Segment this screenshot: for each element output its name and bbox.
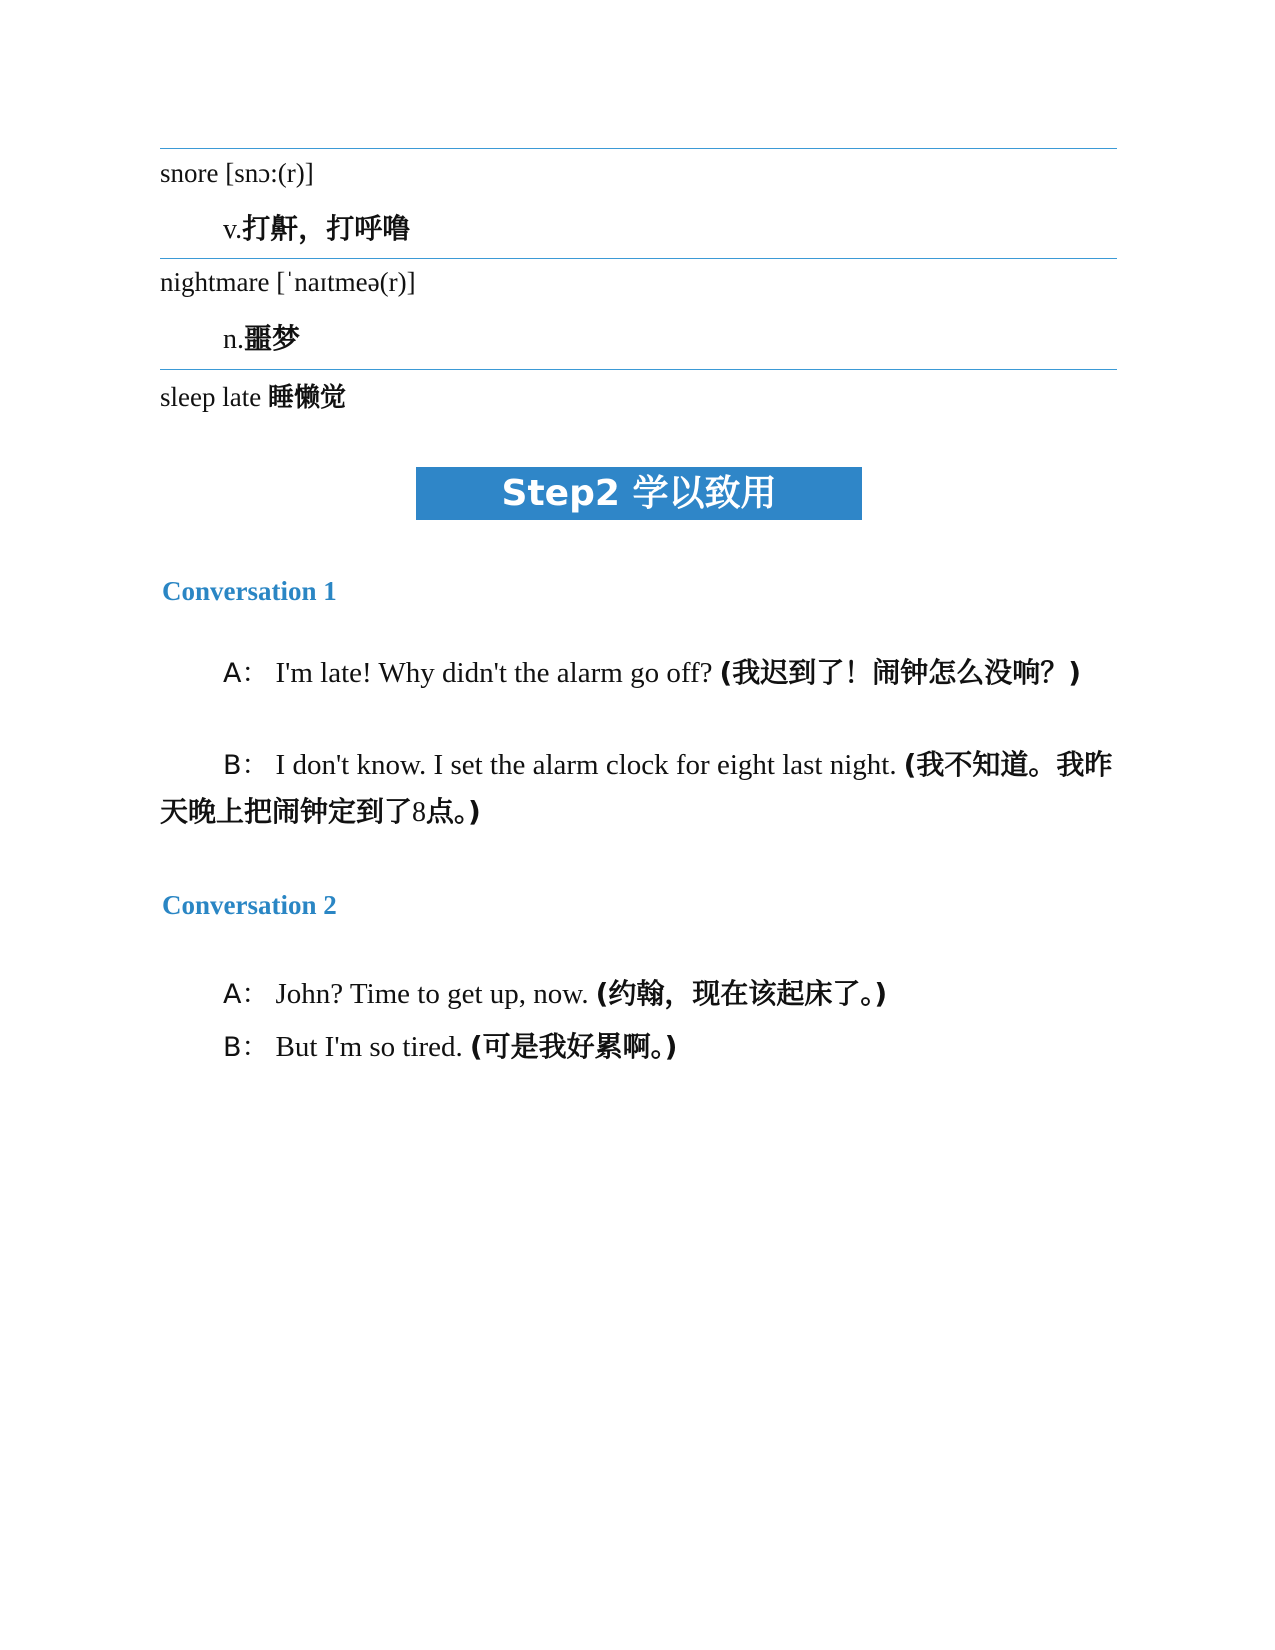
vocab-word-nightmare: nightmare [ˈnaɪtmeə(r)] (160, 267, 416, 297)
speaker-label: A： (223, 979, 269, 1010)
english-text: I'm late! Why didn't the alarm go off? (275, 657, 713, 689)
translation-number: 8 (412, 797, 427, 828)
speaker-label: B： (223, 750, 269, 781)
dialogue-line (223, 972, 887, 1017)
english-text: But I'm so tired. (275, 1031, 463, 1063)
speaker-label: B： (223, 1032, 269, 1063)
vocab-definition-snore (223, 211, 410, 248)
chinese-translation: (可是我好累啊。) (469, 1030, 678, 1063)
chinese-meaning: 睡懒觉 (267, 383, 346, 413)
phrase-text: sleep late (160, 382, 262, 412)
dialogue-line (160, 650, 1120, 697)
divider-line (160, 148, 1117, 149)
speaker-label: A： (223, 658, 269, 689)
part-of-speech: v. (223, 214, 243, 245)
dialogue-line (223, 1025, 677, 1070)
vocab-phrase-sleep-late (160, 380, 346, 415)
divider-line (160, 369, 1117, 370)
vocab-definition-nightmare (223, 321, 300, 358)
conversation-title: Conversation 2 (162, 890, 337, 920)
translation-part: (我不知道。我昨天晚上把闹钟定到了 (160, 748, 1113, 828)
translation-part: 点。) (426, 795, 481, 828)
english-text: John? Time to get up, now. (275, 978, 589, 1010)
divider-line (160, 258, 1117, 259)
chinese-meaning: 噩梦 (244, 322, 301, 355)
dialogue-line (160, 742, 1120, 836)
step-banner: Step2 学以致用 (416, 467, 862, 520)
chinese-meaning: 打鼾，打呼噜 (242, 212, 411, 245)
part-of-speech: n. (223, 324, 244, 355)
chinese-translation: (我迟到了！闹钟怎么没响？) (719, 656, 1082, 689)
conversation-title: Conversation 1 (162, 576, 337, 606)
english-text: I don't know. I set the alarm clock for eight last night. (275, 749, 897, 781)
chinese-translation: (约翰，现在该起床了。) (595, 977, 888, 1010)
vocab-word-snore: snore [snɔ:(r)] (160, 158, 314, 188)
